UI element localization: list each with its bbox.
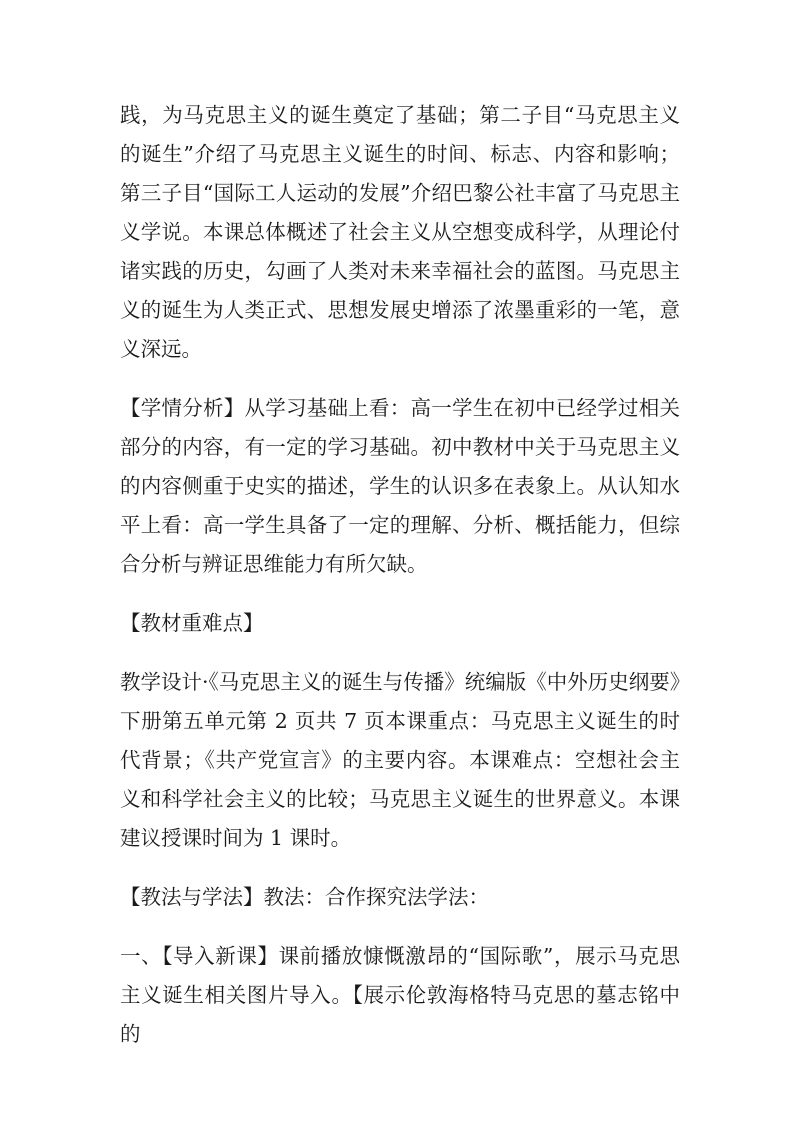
intro-paragraph: 践，为马克思主义的诞生奠定了基础；第二子目“马克思主义的诞生”介绍了马克思主义诞生的时间、标志、内容和影响；第三子目“国际工人运动的发展”介绍巴黎公社丰富了马克思主义学说。本课总体概述了社会主义从空想变成科学，从理论付诸实践的历史，勾画了人类对未来幸福社会的蓝图。马克思主义的诞生为人类正式、思想发展史增添了浓墨重彩的一笔，意义深远。 bbox=[120, 103, 680, 361]
lesson-intro-paragraph: 一、【导入新课】课前播放慷慨激昂的“国际歌”，展示马克思主义诞生相关图片导入。【展示伦敦海格特马克思的墓志铭中的 bbox=[120, 944, 680, 1046]
document-page bbox=[120, 96, 680, 1054]
key-difficulties-heading: 【教材重难点】 bbox=[120, 611, 264, 635]
key-difficulties-paragraph: 教学设计·《马克思主义的诞生与传播》统编版《中外历史纲要》下册第五单元第 2 页共 7 页本课重点：马克思主义诞生的时代背景；《共产党宣言》的主要内容。本课难点：空想社会主义和科学社会主义的比较；马克思主义诞生的世界意义。本课建议授课时间为 1 课时。 bbox=[120, 670, 681, 850]
teaching-methods-paragraph: 【教法与学法】教法：合作探究法学法： bbox=[120, 885, 489, 909]
learning-analysis-paragraph: 【学情分析】从学习基础上看：高一学生在初中已经学过相关部分的内容，有一定的学习基础。初中教材中关于马克思主义的内容侧重于史实的描述，学生的认识多在表象上。从认知水平上看：高一学生具备了一定的理解、分析、概括能力，但综合分析与辨证思维能力有所欠缺。 bbox=[120, 396, 680, 576]
